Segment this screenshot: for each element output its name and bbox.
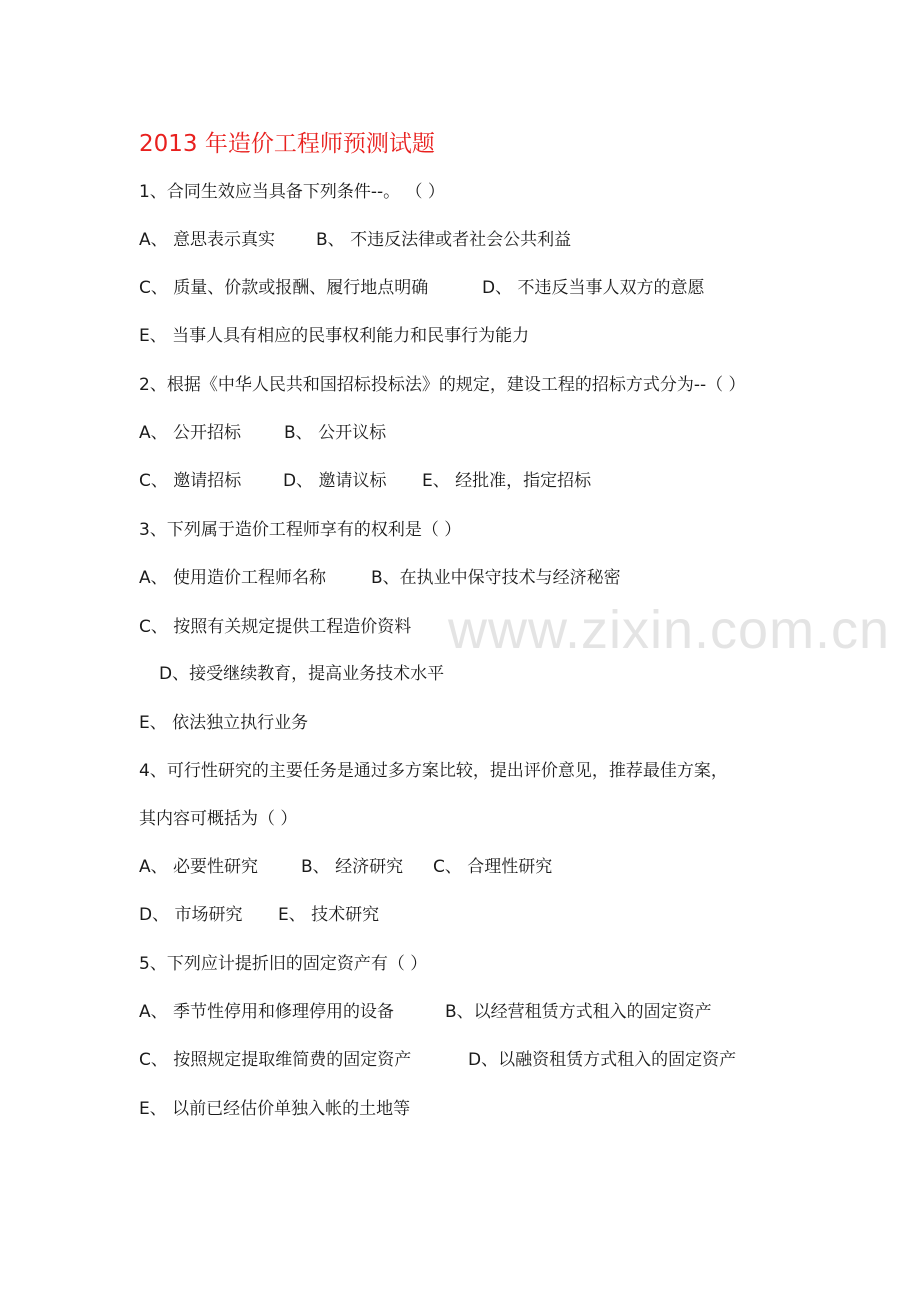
question-5-options-ab bbox=[139, 1000, 712, 1024]
question-1-options-cd bbox=[139, 276, 705, 300]
question-1-option-a: A、 意思表示真实 bbox=[139, 230, 276, 250]
question-3-stem: 3、下列属于造价工程师享有的权利是（ ） bbox=[139, 520, 462, 540]
watermark: www.zixin.com.cn bbox=[448, 600, 891, 660]
question-3-option-d: D、接受继续教育，提高业务技术水平 bbox=[159, 664, 445, 684]
question-2-option-e: E、 经批准，指定招标 bbox=[422, 471, 592, 491]
question-1-option-b: B、 不违反法律或者社会公共利益 bbox=[316, 230, 572, 250]
question-4-stem-line-2: 其内容可概括为（ ） bbox=[139, 809, 298, 829]
question-5-option-b: B、以经营租赁方式租入的固定资产 bbox=[445, 1002, 712, 1022]
question-5-option-d: D、以融资租赁方式租入的固定资产 bbox=[468, 1050, 737, 1070]
question-1-option-c: C、 质量、价款或报酬、履行地点明确 bbox=[139, 278, 429, 298]
question-2-stem: 2、根据《中华人民共和国招标投标法》的规定，建设工程的招标方式分为--（ ） bbox=[139, 375, 746, 395]
question-1-stem: 1、合同生效应当具备下列条件--。 （ ） bbox=[139, 182, 445, 202]
question-4-option-c: C、 合理性研究 bbox=[433, 857, 553, 877]
question-5-option-e: E、 以前已经估价单独入帐的土地等 bbox=[139, 1099, 411, 1119]
question-4-options-de bbox=[139, 903, 380, 927]
question-5-stem: 5、下列应计提折旧的固定资产有（ ） bbox=[139, 954, 428, 974]
question-4-stem-line-1: 4、可行性研究的主要任务是通过多方案比较，提出评价意见，推荐最佳方案， bbox=[139, 761, 728, 781]
question-2-option-c: C、 邀请招标 bbox=[139, 471, 242, 491]
question-4-option-a: A、 必要性研究 bbox=[139, 857, 259, 877]
question-1-options-ab bbox=[139, 228, 572, 252]
question-1-option-d: D、 不违反当事人双方的意愿 bbox=[482, 278, 705, 298]
question-5-option-a: A、 季节性停用和修理停用的设备 bbox=[139, 1002, 395, 1022]
question-3-option-c: C、 按照有关规定提供工程造价资料 bbox=[139, 617, 412, 637]
question-3-option-b: B、在执业中保守技术与经济秘密 bbox=[371, 568, 621, 588]
question-3-option-e: E、 依法独立执行业务 bbox=[139, 713, 309, 733]
question-2-option-d: D、 邀请议标 bbox=[283, 471, 387, 491]
question-1-option-e: E、 当事人具有相应的民事权利能力和民事行为能力 bbox=[139, 326, 530, 346]
question-2-options-cde bbox=[139, 469, 592, 493]
question-2-option-a: A、 公开招标 bbox=[139, 423, 242, 443]
question-5-option-c: C、 按照规定提取维简费的固定资产 bbox=[139, 1050, 412, 1070]
question-4-option-d: D、 市场研究 bbox=[139, 905, 243, 925]
question-2-option-b: B、 公开议标 bbox=[284, 423, 387, 443]
page-title: 2013 年造价工程师预测试题 bbox=[139, 131, 435, 157]
question-4-option-e: E、 技术研究 bbox=[278, 905, 380, 925]
question-4-option-b: B、 经济研究 bbox=[301, 857, 404, 877]
question-5-options-cd bbox=[139, 1048, 737, 1072]
question-3-options-ab bbox=[139, 566, 621, 590]
question-4-options-abc bbox=[139, 855, 553, 879]
question-3-option-a: A、 使用造价工程师名称 bbox=[139, 568, 327, 588]
question-2-options-ab bbox=[139, 421, 387, 445]
